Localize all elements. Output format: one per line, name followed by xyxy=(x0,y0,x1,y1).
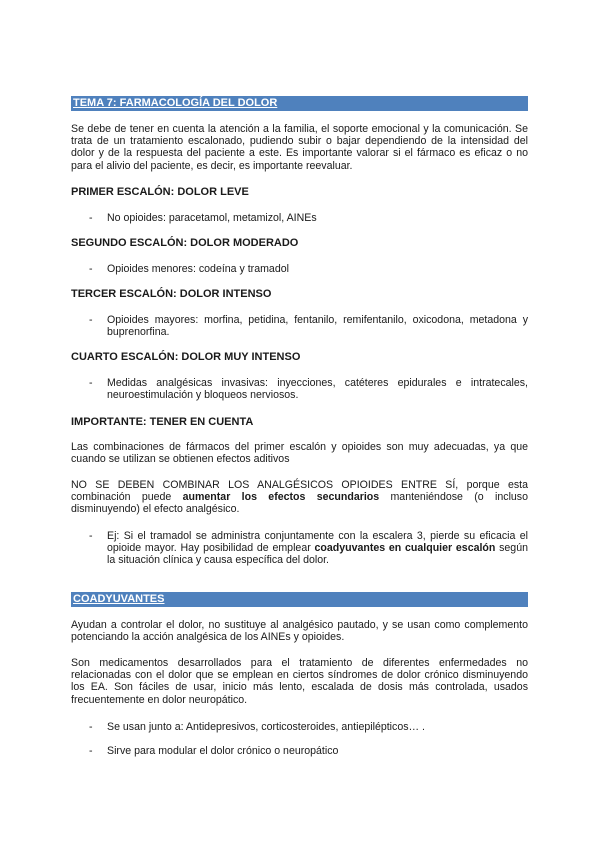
heading-cuarto-escalon: CUARTO ESCALÓN: DOLOR MUY INTENSO xyxy=(71,351,301,363)
example-text xyxy=(107,530,528,567)
bullet-dash: - xyxy=(89,212,93,224)
list-item-text: Se usan junto a: Antidepresivos, corticosteroides, antiepilépticos… . xyxy=(107,721,425,733)
heading-importante: IMPORTANTE: TENER EN CUENTA xyxy=(71,416,254,428)
list-item-text: Opioides menores: codeína y tramadol xyxy=(107,263,289,275)
section-title-farmacologia: TEMA 7: FARMACOLOGÍA DEL DOLOR xyxy=(71,96,528,111)
bold-text-run: coadyuvantes en cualquier escalón xyxy=(314,542,496,555)
text-run: según la situación clínica y causa específica del dolor. xyxy=(107,542,528,567)
heading-segundo-escalon: SEGUNDO ESCALÓN: DOLOR MODERADO xyxy=(71,237,299,249)
list-item-text: Sirve para modular el dolor crónico o neuropático xyxy=(107,745,339,757)
text-run: NO SE DEBEN COMBINAR LOS ANALGÉSICOS OPIOIDES ENTRE SÍ, porque esta combinación puede xyxy=(71,479,528,504)
heading-primer-escalon: PRIMER ESCALÓN: DOLOR LEVE xyxy=(71,186,249,198)
list-item-text: No opioides: paracetamol, metamizol, AINEs xyxy=(107,212,317,224)
important-paragraph-1: Las combinaciones de fármacos del primer escalón y opioides son muy adecuadas, ya que cuando se utilizan se obtienen efectos aditivos xyxy=(71,441,528,466)
bullet-dash: - xyxy=(89,721,93,733)
coadyuvantes-paragraph-1: Ayudan a controlar el dolor, no sustituye al analgésico pautado, y se usan como complemento potenciando la acción analgésica de los AINEs y opioides. xyxy=(71,619,528,644)
list-item-text: Medidas analgésicas invasivas: inyecciones, catéteres epidurales e intratecales, neuroestimulación y bloqueos nerviosos. xyxy=(107,377,528,402)
important-paragraph-2 xyxy=(71,479,528,516)
bullet-dash: - xyxy=(89,314,93,326)
heading-tercer-escalon: TERCER ESCALÓN: DOLOR INTENSO xyxy=(71,288,272,300)
bullet-dash: - xyxy=(89,263,93,275)
list-item-text: Opioides mayores: morfina, petidina, fentanilo, remifentanilo, oxicodona, metadona y buprenorfina. xyxy=(107,314,528,339)
bullet-dash: - xyxy=(89,745,93,757)
coadyuvantes-paragraph-2: Son medicamentos desarrollados para el tratamiento de diferentes enfermedades no relacionadas con el dolor que se emplean en ciertos síndromes de dolor crónico disminuyendo los EA. Son fáciles de usar, inicio más lento, escalada de dosis más controlada, usados frecuentemente en dolor neuropático. xyxy=(71,657,528,706)
text-run: manteniéndose (o incluso disminuyendo) el efecto analgésico. xyxy=(71,491,528,516)
bullet-dash: - xyxy=(89,377,93,389)
bold-text-run: aumentar los efectos secundarios xyxy=(182,491,380,504)
bullet-dash: - xyxy=(89,530,93,542)
intro-paragraph: Se debe de tener en cuenta la atención a la familia, el soporte emocional y la comunicación. Se trata de un tratamiento escalonado, pudiendo subir o bajar dependiendo de la intensidad del dolor y de la respuesta del paciente a este. Es importante valorar si el fármaco es eficaz o no para el alivio del paciente, es decir, es importante reevaluar. xyxy=(71,123,528,172)
section-title-coadyuvantes: COADYUVANTES xyxy=(71,592,528,607)
text-run: Ej: Si el tramadol se administra conjuntamente con la escalera 3, pierde su eficacia el opioide mayor. Hay posibilidad de emplear xyxy=(107,530,528,555)
